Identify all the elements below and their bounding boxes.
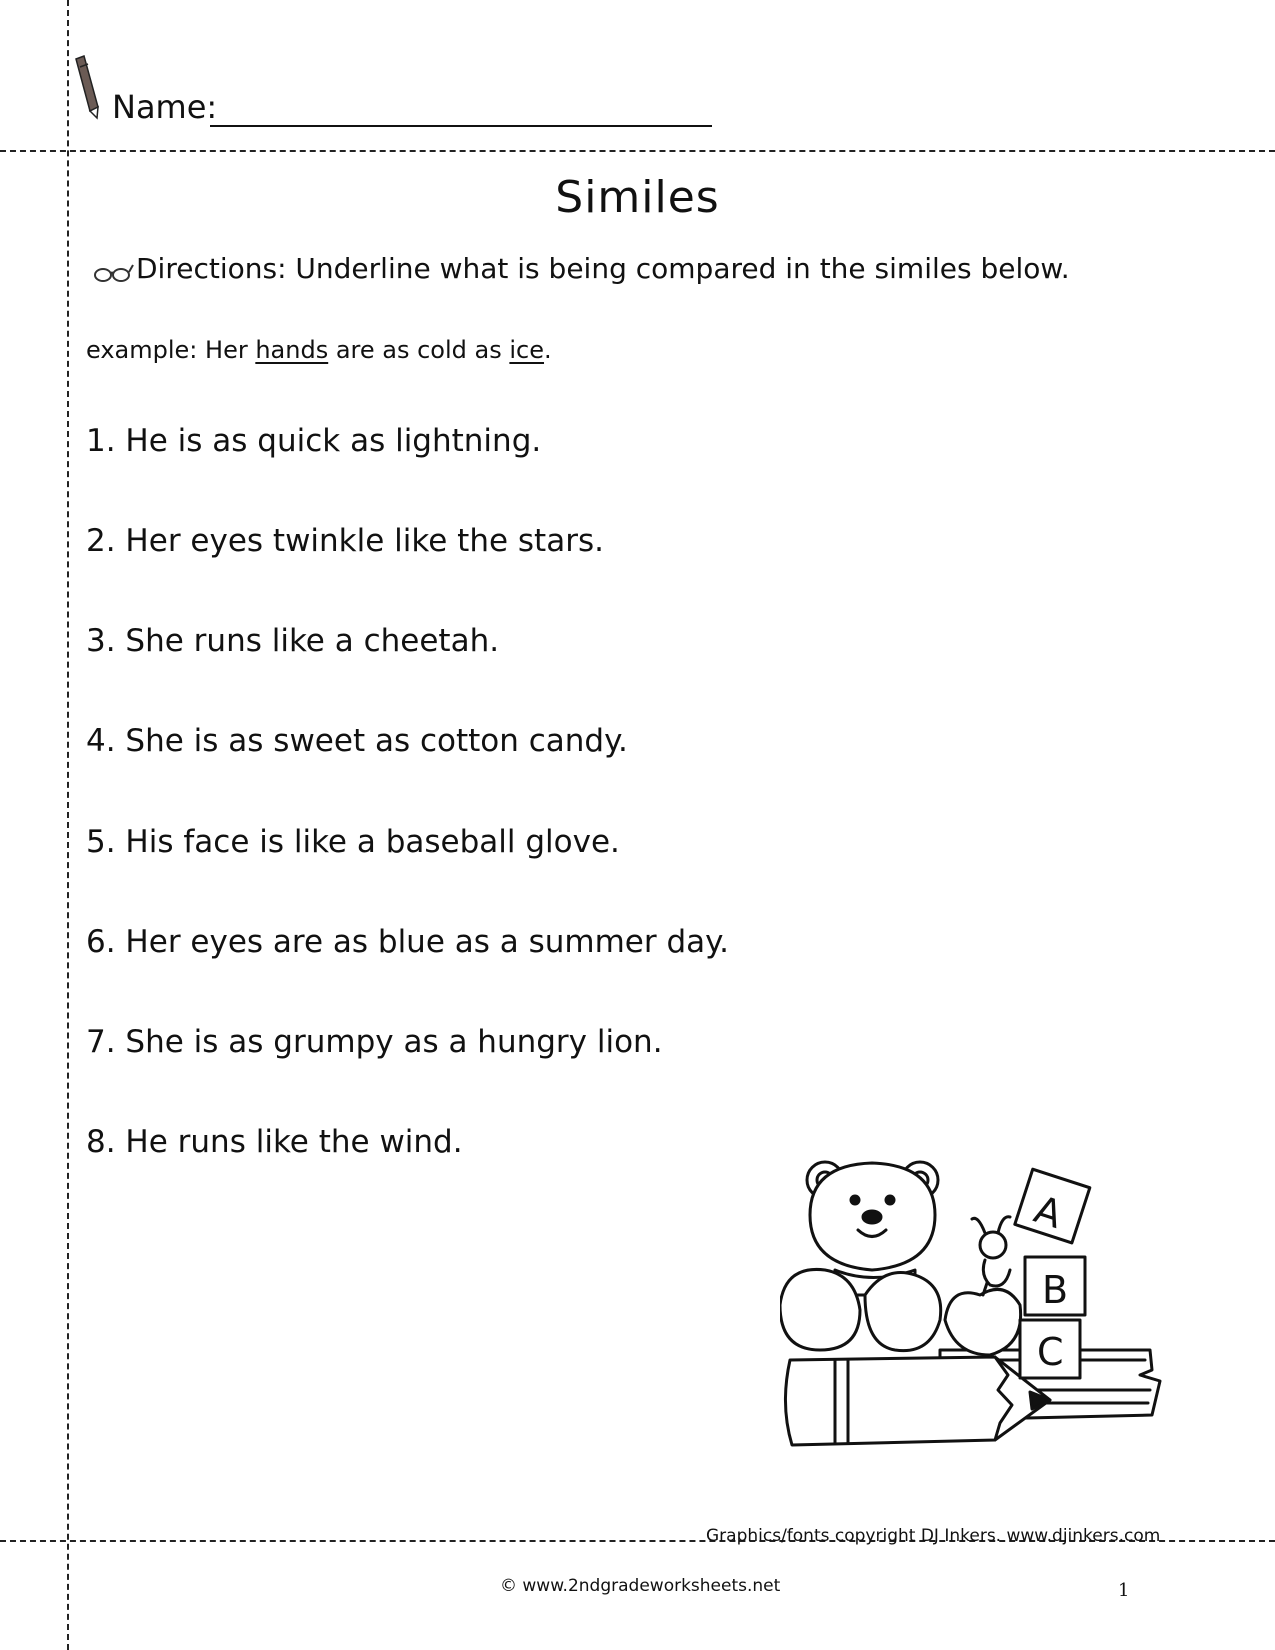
bear-body (780, 1269, 941, 1350)
glasses-icon (92, 262, 134, 284)
simile-item-2: 2. Her eyes twinkle like the stars. (86, 523, 604, 559)
graphics-credits: Graphics/fonts copyright DJ Inkers. www.djinkers.com (706, 1526, 1161, 1546)
name-field[interactable] (210, 125, 712, 127)
bear-books-clipart (780, 1145, 1210, 1485)
example-suffix: . (544, 336, 552, 364)
top-dashed-border (0, 150, 1275, 152)
bear-head (807, 1162, 938, 1270)
simile-item-6: 6. Her eyes are as blue as a summer day. (86, 924, 729, 960)
footer-copyright: © www.2ndgradeworksheets.net (500, 1576, 781, 1596)
page-number: 1 (1118, 1580, 1130, 1601)
simile-item-1: 1. He is as quick as lightning. (86, 423, 542, 459)
directions-text: Directions: Underline what is being compared in the similes below. (136, 252, 1070, 285)
simile-item-3: 3. She runs like a cheetah. (86, 623, 500, 659)
pencil-icon (72, 55, 102, 120)
simile-item-8: 8. He runs like the wind. (86, 1124, 463, 1160)
example-prefix: example: Her (86, 336, 256, 364)
block-letter-b: B (1042, 1268, 1069, 1312)
simile-item-4: 4. She is as sweet as cotton candy. (86, 723, 628, 759)
crayon-pencil (785, 1357, 1050, 1445)
block-letter-c: C (1037, 1330, 1064, 1374)
block-letter-a: A (1029, 1187, 1068, 1238)
example-middle: are as cold as (328, 336, 510, 364)
page-title: Similes (555, 172, 720, 223)
example-underlined-ice: ice (509, 336, 545, 364)
simile-item-5: 5. His face is like a baseball glove. (86, 824, 620, 860)
example-sentence (86, 336, 552, 364)
simile-item-7: 7. She is as grumpy as a hungry lion. (86, 1024, 663, 1060)
name-label: Name: (112, 88, 218, 126)
example-underlined-hands: hands (255, 336, 329, 364)
left-dashed-border (67, 0, 69, 1650)
apple-with-bug (945, 1217, 1021, 1355)
